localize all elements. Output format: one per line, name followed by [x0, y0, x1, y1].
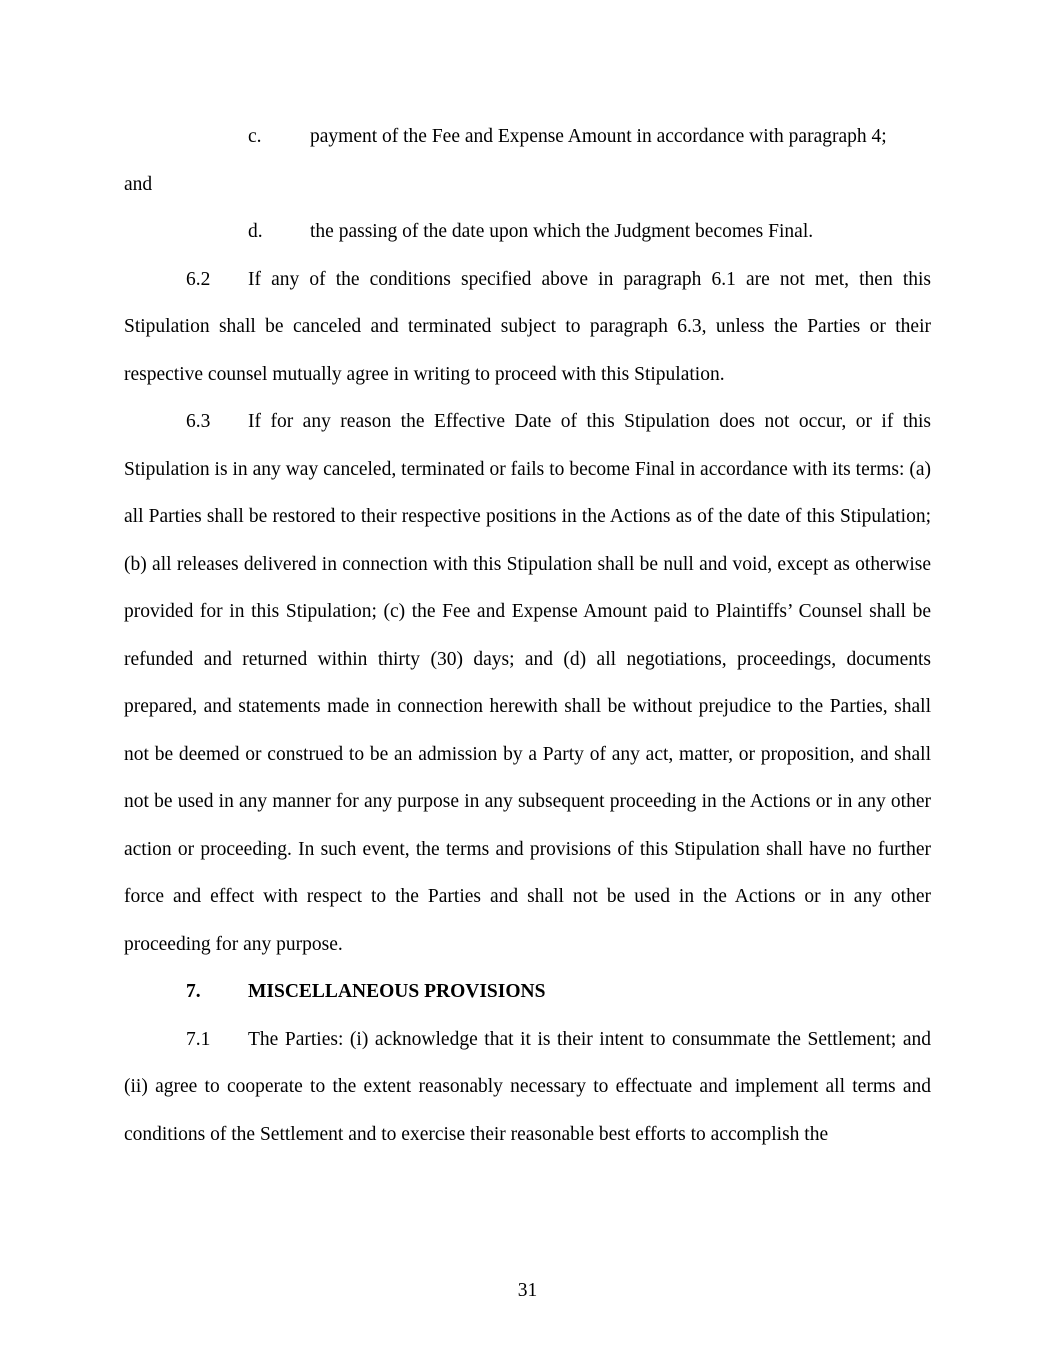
list-item-label: d. — [248, 221, 263, 242]
paragraph-number: 6.3 — [186, 411, 211, 432]
section-number: 7. — [186, 981, 201, 1002]
paragraph-number: 7.1 — [186, 1028, 211, 1050]
paragraph-number: 6.2 — [186, 268, 211, 290]
list-item-text: payment of the Fee and Expense Amount in accordance with paragraph 4; — [310, 126, 887, 147]
list-item-c — [124, 113, 931, 161]
list-item-continuation: and — [124, 173, 153, 195]
document-body — [124, 113, 931, 1158]
section-title: MISCELLANEOUS PROVISIONS — [248, 981, 546, 1002]
list-item-label: c. — [248, 126, 262, 147]
paragraph-text: The Parties: (i) acknowledge that it is their intent to consummate the Settlement; and (ii) agree to cooperate to the extent reasonably necessary to effectuate and implement all terms and conditions of the Settlement and to exercise their reasonable best efforts to accomplish the — [124, 1028, 931, 1145]
page-number: 31 — [517, 1280, 538, 1301]
paragraph-text: If any of the conditions specified above in paragraph 6.1 are not met, then this Stipulation shall be canceled and terminated subject to paragraph 6.3, unless the Parties or their respective counsel mutually agree in writing to proceed with this Stipulation. — [124, 268, 931, 385]
paragraph-6-2 — [124, 256, 931, 399]
paragraph-7-1 — [124, 1016, 931, 1159]
paragraph-6-3 — [124, 398, 931, 968]
paragraph-text: If for any reason the Effective Date of this Stipulation does not occur, or if this Stipulation is in any way canceled, terminated or fails to become Final in accordance with its terms: (a) all Parties shall be restored to their respective positions in the Actions as of the date of this Stipulation; (b) all releases delivered in connection with this Stipulation shall be null and void, except as otherwise provided for in this Stipulation; (c) the Fee and Expense Amount paid to Plaintiffs’ Counsel shall be refunded and returned within thirty (30) days; and (d) all negotiations, proceedings, documents prepared, and statements made in connection herewith shall be without prejudice to the Parties, shall not be deemed or construed to be an admission by a Party of any act, matter, or proposition, and shall not be used in any manner for any purpose in any subsequent proceeding in the Actions or in any other action or proceeding. In such event, the terms and provisions of this Stipulation shall have no further force and effect with respect to the Parties and shall not be used in the Actions or in any other proceeding for any purpose. — [124, 411, 931, 955]
list-item-text: the passing of the date upon which the Judgment becomes Final. — [310, 221, 814, 242]
list-item-d — [124, 208, 931, 256]
section-heading-7 — [124, 968, 931, 1016]
